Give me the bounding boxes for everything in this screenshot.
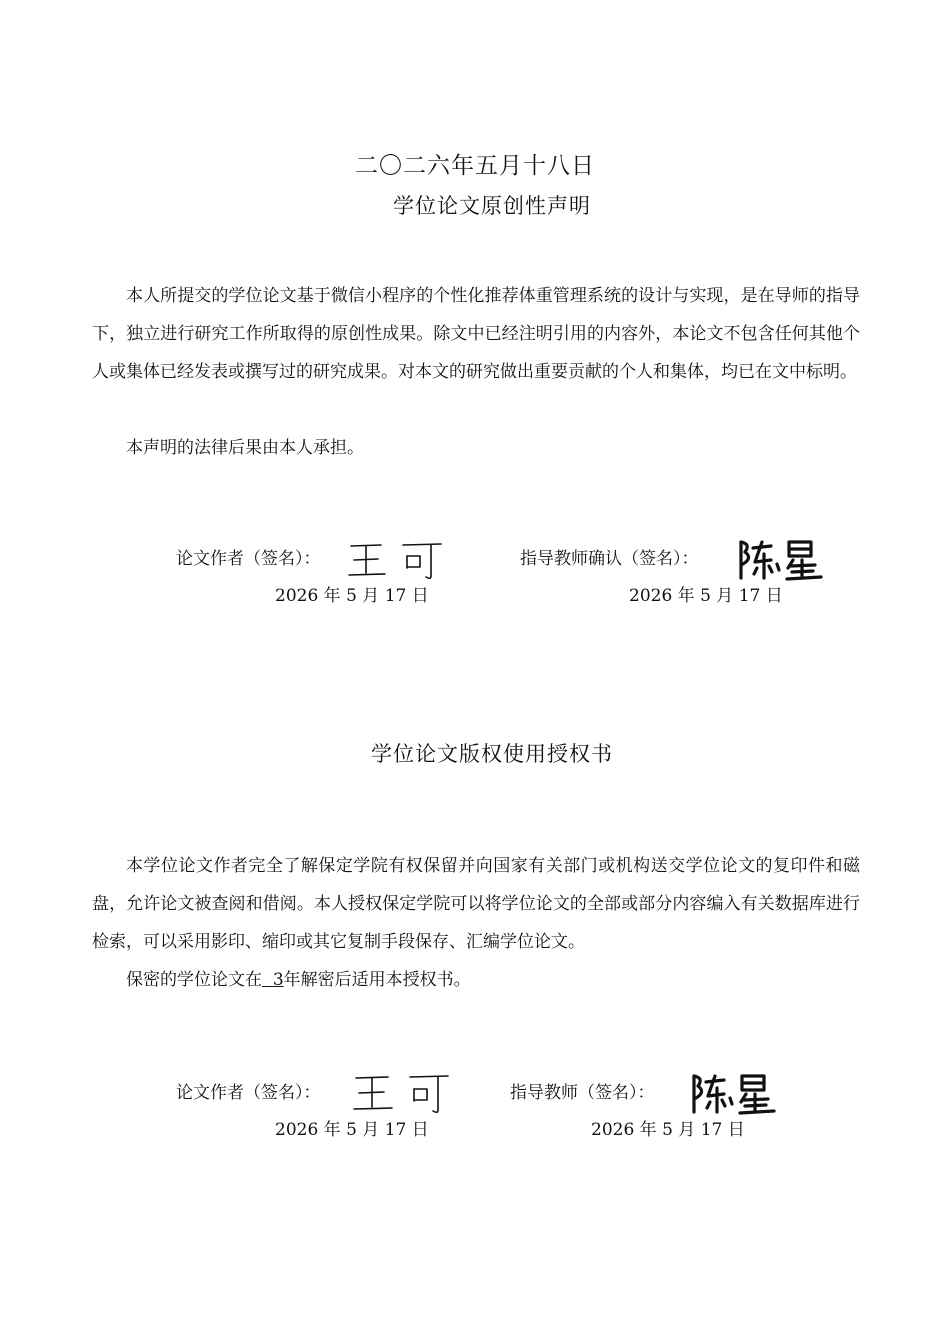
declaration-paragraph-1: 本人所提交的学位论文基于微信小程序的个性化推荐体重管理系统的设计与实现，是在导师的指导下，独立进行研究工作所取得的原创性成果。除文中已经注明引用的内容外，本论文不包含任何其他个人或集体已经发表或撰写过的研究成果。对本文的研究做出重要贡献的个人和集体，均已在文中标明。 [92, 286, 860, 382]
declaration-supervisor-signature [735, 536, 827, 584]
declaration-supervisor-label: 指导教师确认（签名）： [520, 549, 699, 569]
declaration-paragraph-2: 本声明的法律后果由本人承担。 [126, 438, 364, 458]
secrecy-suffix: 年解密后适用本授权书。 [283, 970, 471, 990]
authorization-title: 学位论文版权使用授权书 [371, 742, 613, 766]
secrecy-prefix: 保密的学位论文在 [126, 970, 262, 990]
declaration-author-signature [345, 538, 455, 584]
declaration-supervisor-date: 2026 年 5 月 17 日 [629, 586, 783, 606]
authorization-author-label: 论文作者（签名）： [176, 1083, 321, 1103]
authorization-author-date: 2026 年 5 月 17 日 [275, 1120, 429, 1140]
declaration-title: 学位论文原创性声明 [393, 194, 591, 218]
authorization-supervisor-signature [688, 1070, 780, 1118]
secrecy-statement [92, 961, 860, 999]
secrecy-years: 3 [272, 970, 284, 990]
authorization-author-signature [350, 1070, 462, 1118]
header-date: 二〇二六年五月十八日 [355, 153, 595, 179]
authorization-supervisor-date: 2026 年 5 月 17 日 [591, 1120, 745, 1140]
declaration-author-date: 2026 年 5 月 17 日 [275, 586, 429, 606]
declaration-author-label: 论文作者（签名）： [176, 549, 321, 569]
authorization-paragraph: 本学位论文作者完全了解保定学院有权保留并向国家有关部门或机构送交学位论文的复印件和磁盘，允许论文被查阅和借阅。本人授权保定学院可以将学位论文的全部或部分内容编入有关数据库进行检索，可以采用影印、缩印或其它复制手段保存、汇编学位论文。 [92, 856, 860, 952]
authorization-supervisor-label: 指导教师（签名）： [510, 1083, 655, 1103]
